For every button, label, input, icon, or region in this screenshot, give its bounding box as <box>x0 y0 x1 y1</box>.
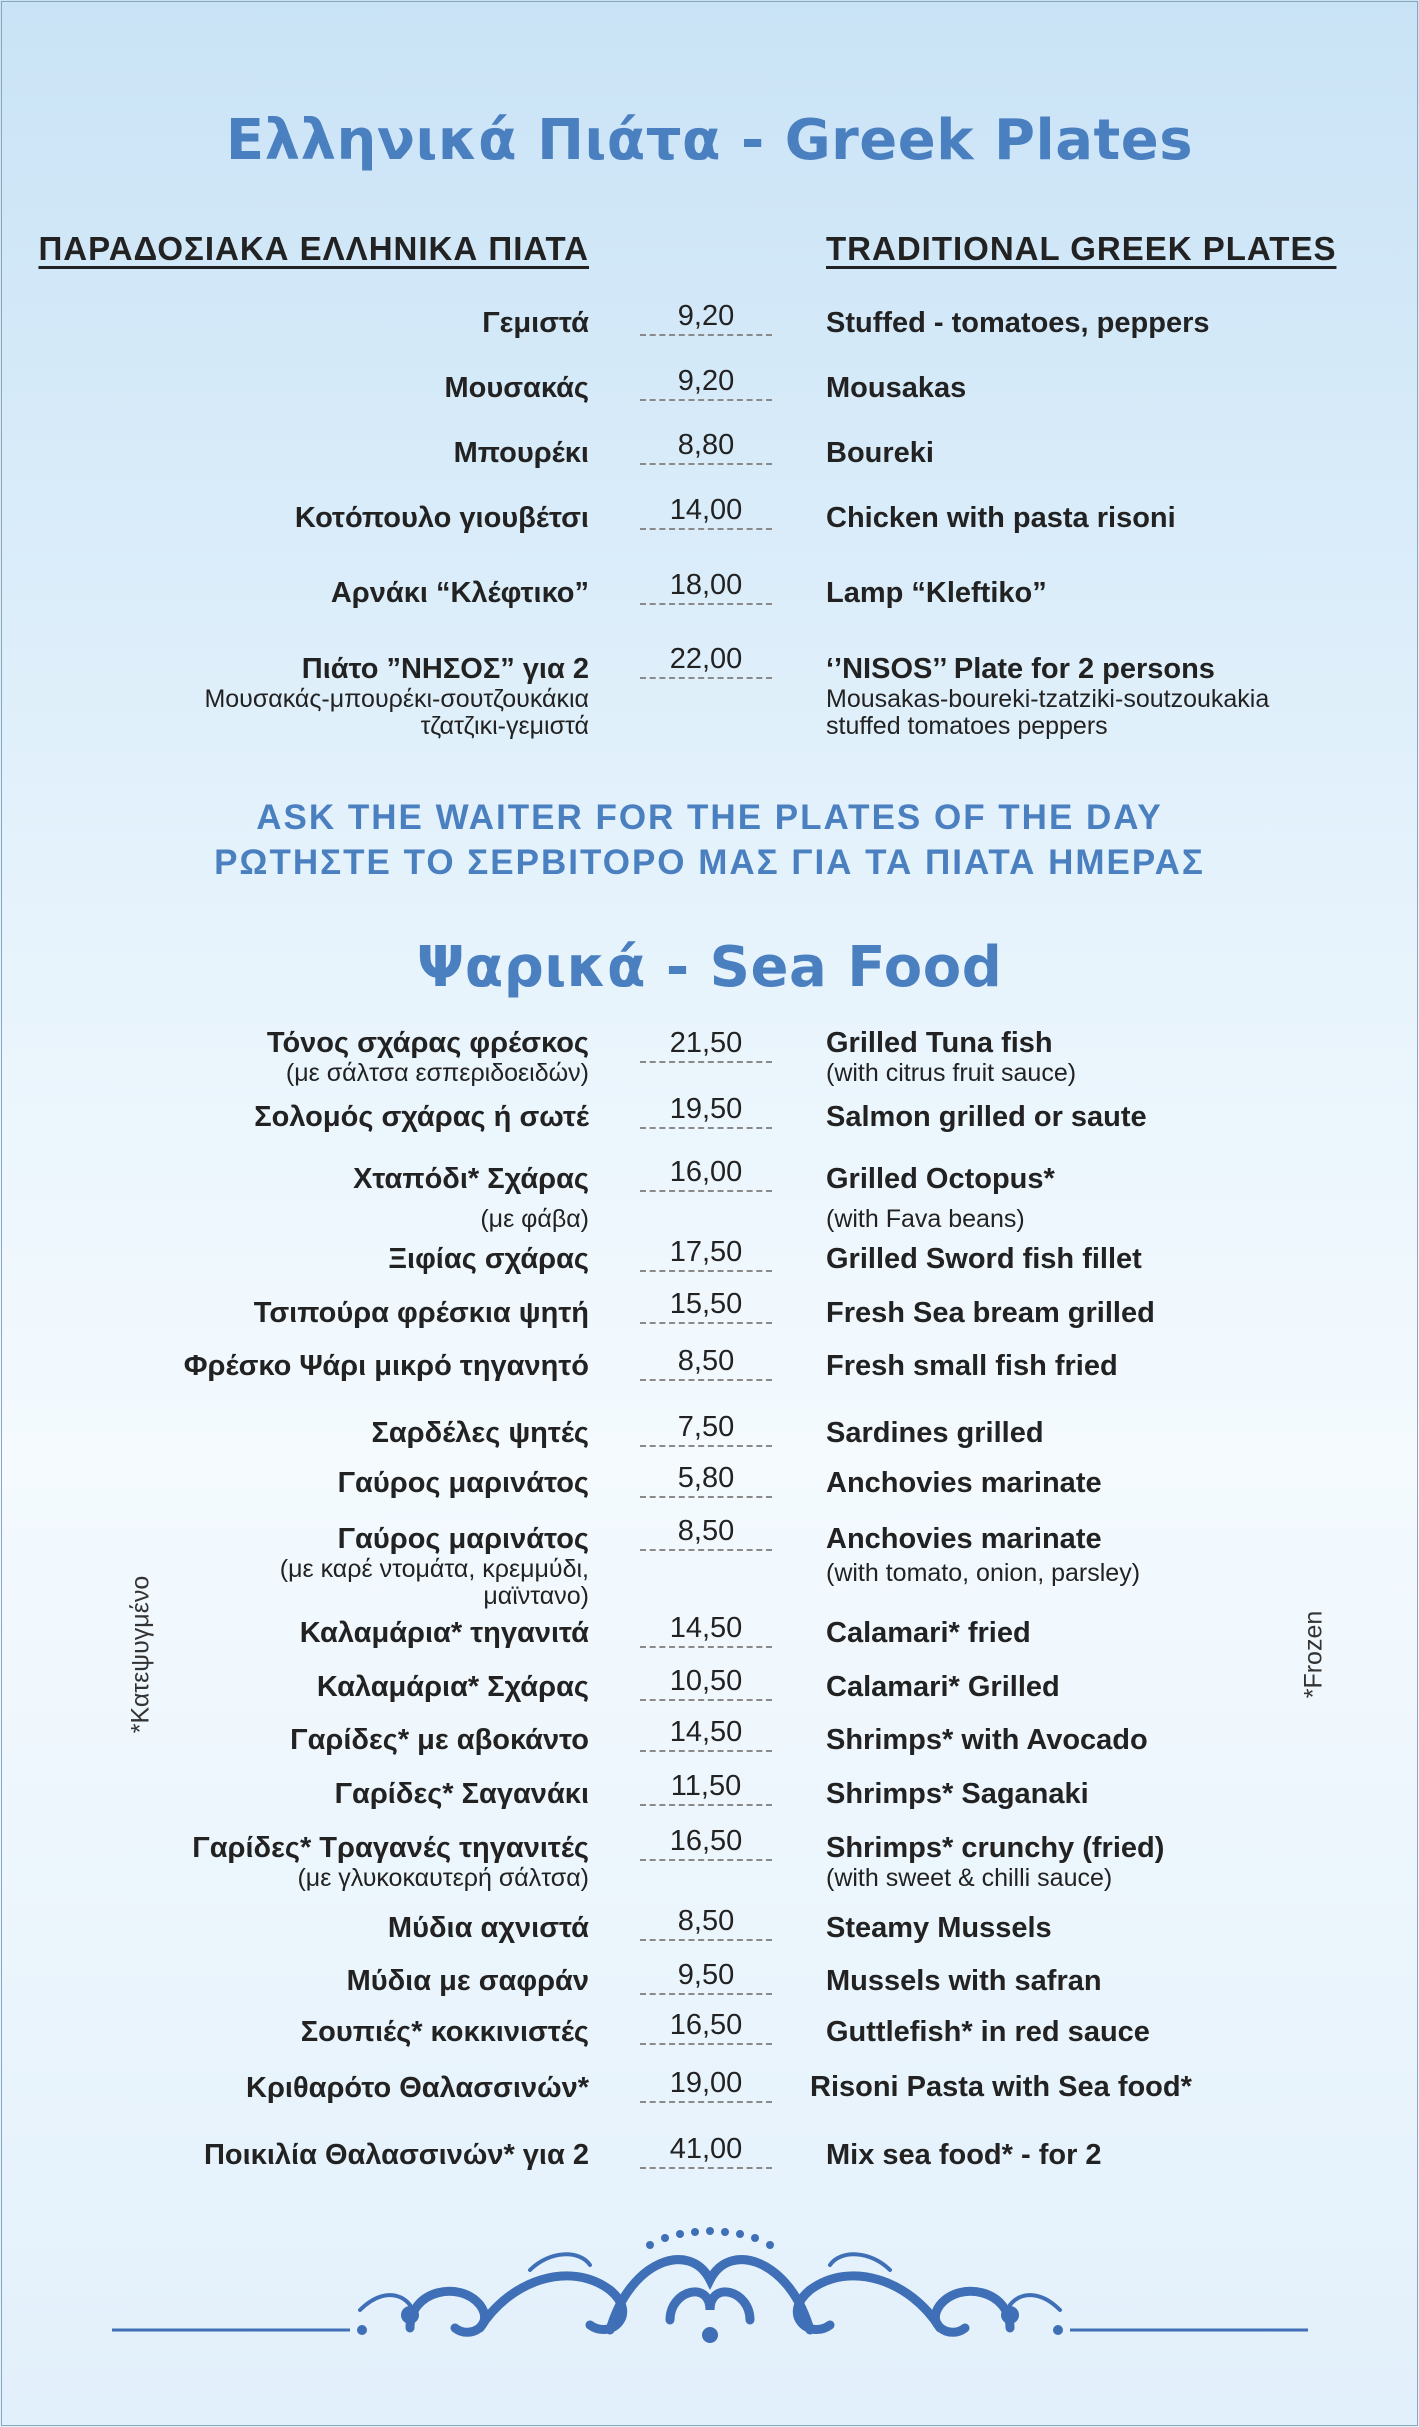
menu-item-english: Mix sea food* - for 2 <box>826 2139 1102 2171</box>
menu-item-english <box>826 1027 1076 1087</box>
frozen-note-english: *Frozen <box>1299 1610 1328 1699</box>
menu-item-greek-name: Γαρίδες* Τραγανές τηγανιτές <box>192 1832 589 1864</box>
menu-item-english: Fresh small fish fried <box>826 1350 1118 1382</box>
menu-item-greek-description: (με σάλτσα εσπεριδοειδών) <box>285 1059 589 1087</box>
menu-item-greek <box>204 653 589 740</box>
menu-item-greek: Κοτόπουλο γιουβέτσι <box>294 502 589 534</box>
menu-item-greek-description: τζατζικι-γεμιστά <box>420 712 589 740</box>
menu-item-english-description: stuffed tomatoes peppers <box>826 712 1108 740</box>
menu-item-greek: Τσιπούρα φρέσκια ψητή <box>253 1297 589 1329</box>
menu-item-english: Anchovies marinate <box>826 1467 1102 1499</box>
menu-item-english: Steamy Mussels <box>826 1912 1052 1944</box>
menu-item-greek: Αρνάκι “Κλέφτικο” <box>330 577 589 609</box>
menu-item-greek-description: μαϊντανο) <box>483 1582 589 1610</box>
menu-item-price: 7,50 <box>640 1411 772 1447</box>
menu-item-english-description: (with sweet & chilli sauce) <box>826 1864 1113 1892</box>
greek-column-header: ΠΑΡΑΔΟΣΙΑΚΑ ΕΛΛΗΝΙΚΑ ΠΙΑΤΑ <box>38 230 589 267</box>
menu-item-greek-description: (με γλυκοκαυτερή σάλτσα) <box>297 1864 589 1892</box>
menu-item-price: 15,50 <box>640 1288 772 1324</box>
menu-item-english: Fresh Sea bream grilled <box>826 1297 1155 1329</box>
menu-item-english-name: Anchovies marinate <box>826 1523 1102 1555</box>
menu-item-price: 10,50 <box>640 1665 772 1701</box>
menu-item-english-name: ‘’NISOS’’ Plate for 2 persons <box>826 653 1215 685</box>
menu-item-price: 9,20 <box>640 365 772 401</box>
menu-item-greek: Γαύρος μαρινάτος <box>337 1467 589 1499</box>
menu-item-greek <box>192 1832 589 1892</box>
menu-item-greek-name: Τόνος σχάρας φρέσκος <box>266 1027 589 1059</box>
menu-item-greek: Φρέσκο Ψάρι μικρό τηγανητό <box>183 1350 589 1382</box>
menu-item-price: 16,50 <box>640 1825 772 1861</box>
menu-item-price: 9,20 <box>640 300 772 336</box>
menu-item-greek: Μύδια αχνιστά <box>387 1912 589 1944</box>
menu-item-english-name: Shrimps* crunchy (fried) <box>826 1832 1165 1864</box>
menu-item-price: 19,50 <box>640 1093 772 1129</box>
menu-item-price: 19,00 <box>640 2067 772 2103</box>
menu-item-price: 14,50 <box>640 1612 772 1648</box>
menu-item-english: Shrimps* Saganaki <box>826 1778 1089 1810</box>
waiter-notice-greek: ΡΩΤΗΣΤΕ ΤΟ ΣΕΡΒΙΤΟΡΟ ΜΑΣ ΓΙΑ ΤΑ ΠΙΑΤΑ ΗΜΕΡΑΣ <box>214 843 1205 882</box>
menu-item-english: Boureki <box>826 437 934 469</box>
menu-item-english <box>826 1832 1164 1892</box>
menu-item-price: 8,50 <box>640 1905 772 1941</box>
menu-item-greek: Καλαμάρια* τηγανιτά <box>299 1617 589 1649</box>
menu-item-english-name: Grilled Tuna fish <box>826 1027 1053 1059</box>
menu-item-greek <box>267 1027 589 1087</box>
menu-item-greek: Μύδια με σαφράν <box>346 1965 589 1997</box>
menu-item-english: Sardines grilled <box>826 1417 1044 1449</box>
menu-item-price: 22,00 <box>640 643 772 679</box>
menu-item-english: Guttlefish* in red sauce <box>826 2016 1150 2048</box>
menu-item-price: 18,00 <box>640 569 772 605</box>
menu-item-greek: Γεμιστά <box>482 307 589 339</box>
menu-item-english-name: Grilled Octopus* <box>826 1163 1055 1195</box>
menu-item-price: 21,50 <box>640 1027 772 1063</box>
menu-item-greek-name: Γαύρος μαρινάτος <box>337 1523 589 1555</box>
menu-item-english: Lamp “Kleftiko” <box>826 577 1047 609</box>
menu-item-english <box>826 1523 1140 1587</box>
menu-item-greek-description: (με φάβα) <box>480 1205 589 1233</box>
menu-item-english: Stuffed - tomatoes, peppers <box>826 307 1210 339</box>
sea-food-title: Ψαρικά - Sea Food <box>416 935 1003 1000</box>
menu-item-english: Mussels with safran <box>826 1965 1102 1997</box>
menu-item-english: Calamari* Grilled <box>826 1671 1060 1703</box>
menu-item-greek: Σουπιές* κοκκινιστές <box>300 2016 589 2048</box>
menu-item-english <box>826 653 1269 740</box>
menu-item-price: 5,80 <box>640 1462 772 1498</box>
menu-item-price: 9,50 <box>640 1959 772 1995</box>
menu-item-english-description: Mousakas-boureki-tzatziki-soutzoukakia <box>826 685 1270 713</box>
menu-item-price: 16,50 <box>640 2009 772 2045</box>
menu-item-greek: Μουσακάς <box>444 372 589 404</box>
menu-item-greek: Ποικιλία Θαλασσινών* για 2 <box>203 2139 589 2171</box>
greek-plates-title: Ελληνικά Πιάτα - Greek Plates <box>225 108 1194 173</box>
menu-item-english-description: (with citrus fruit sauce) <box>826 1059 1077 1087</box>
menu-item-greek <box>280 1523 589 1610</box>
menu-item-price: 14,00 <box>640 494 772 530</box>
menu-item-greek: Καλαμάρια* Σχάρας <box>316 1671 589 1703</box>
menu-item-greek: Σολομός σχάρας ή σωτέ <box>254 1101 589 1133</box>
menu-item-price: 8,50 <box>640 1345 772 1381</box>
menu-item-greek: Γαρίδες* με αβοκάντο <box>290 1724 589 1756</box>
menu-item-greek: Κριθαρότο Θαλασσινών* <box>246 2072 589 2104</box>
menu-item-price: 8,80 <box>640 429 772 465</box>
menu-item-greek: Ξιφίας σχάρας <box>388 1243 589 1275</box>
menu-item-greek-name: Χταπόδι* Σχάρας <box>353 1163 589 1195</box>
menu-item-english-description: (with tomato, onion, parsley) <box>826 1559 1141 1587</box>
menu-item-greek-description: Μουσακάς-μπουρέκι-σουτζουκάκια <box>204 685 589 713</box>
menu-item-price: 17,50 <box>640 1236 772 1272</box>
menu-item-price: 14,50 <box>640 1716 772 1752</box>
menu-item-greek: Γαρίδες* Σαγανάκι <box>334 1778 589 1810</box>
menu-item-english: Mousakas <box>826 372 967 404</box>
menu-item-english: Calamari* fried <box>826 1617 1031 1649</box>
english-column-header: TRADITIONAL GREEK PLATES <box>826 230 1337 267</box>
menu-item-greek-name: Πιάτο ”ΝΗΣΟΣ” για 2 <box>301 653 589 685</box>
menu-item-price: 16,00 <box>640 1156 772 1192</box>
decorative-ornament <box>110 2220 1310 2350</box>
menu-item-english: Risoni Pasta with Sea food* <box>810 2071 1192 2103</box>
menu-item-price: 11,50 <box>640 1770 772 1806</box>
menu-item-english: Chicken with pasta risoni <box>826 502 1176 534</box>
menu-item-english <box>826 1163 1055 1233</box>
menu-item-greek: Μπουρέκι <box>453 437 589 469</box>
menu-item-price: 41,00 <box>640 2133 772 2169</box>
menu-item-price: 8,50 <box>640 1515 772 1551</box>
menu-item-english: Salmon grilled or saute <box>826 1101 1147 1133</box>
waiter-notice-english: ASK THE WAITER FOR THE PLATES OF THE DAY <box>256 798 1163 837</box>
menu-item-english-description: (with Fava beans) <box>826 1205 1025 1233</box>
menu-item-english: Grilled Sword fish fillet <box>826 1243 1142 1275</box>
menu-item-greek: Σαρδέλες ψητές <box>371 1417 589 1449</box>
menu-item-english: Shrimps* with Avocado <box>826 1724 1148 1756</box>
menu-item-greek-description: (με καρέ ντομάτα, κρεμμύδι, <box>279 1555 589 1583</box>
frozen-note-greek: *Κατεψυγμένο <box>126 1575 155 1734</box>
menu-item-greek <box>353 1163 589 1233</box>
